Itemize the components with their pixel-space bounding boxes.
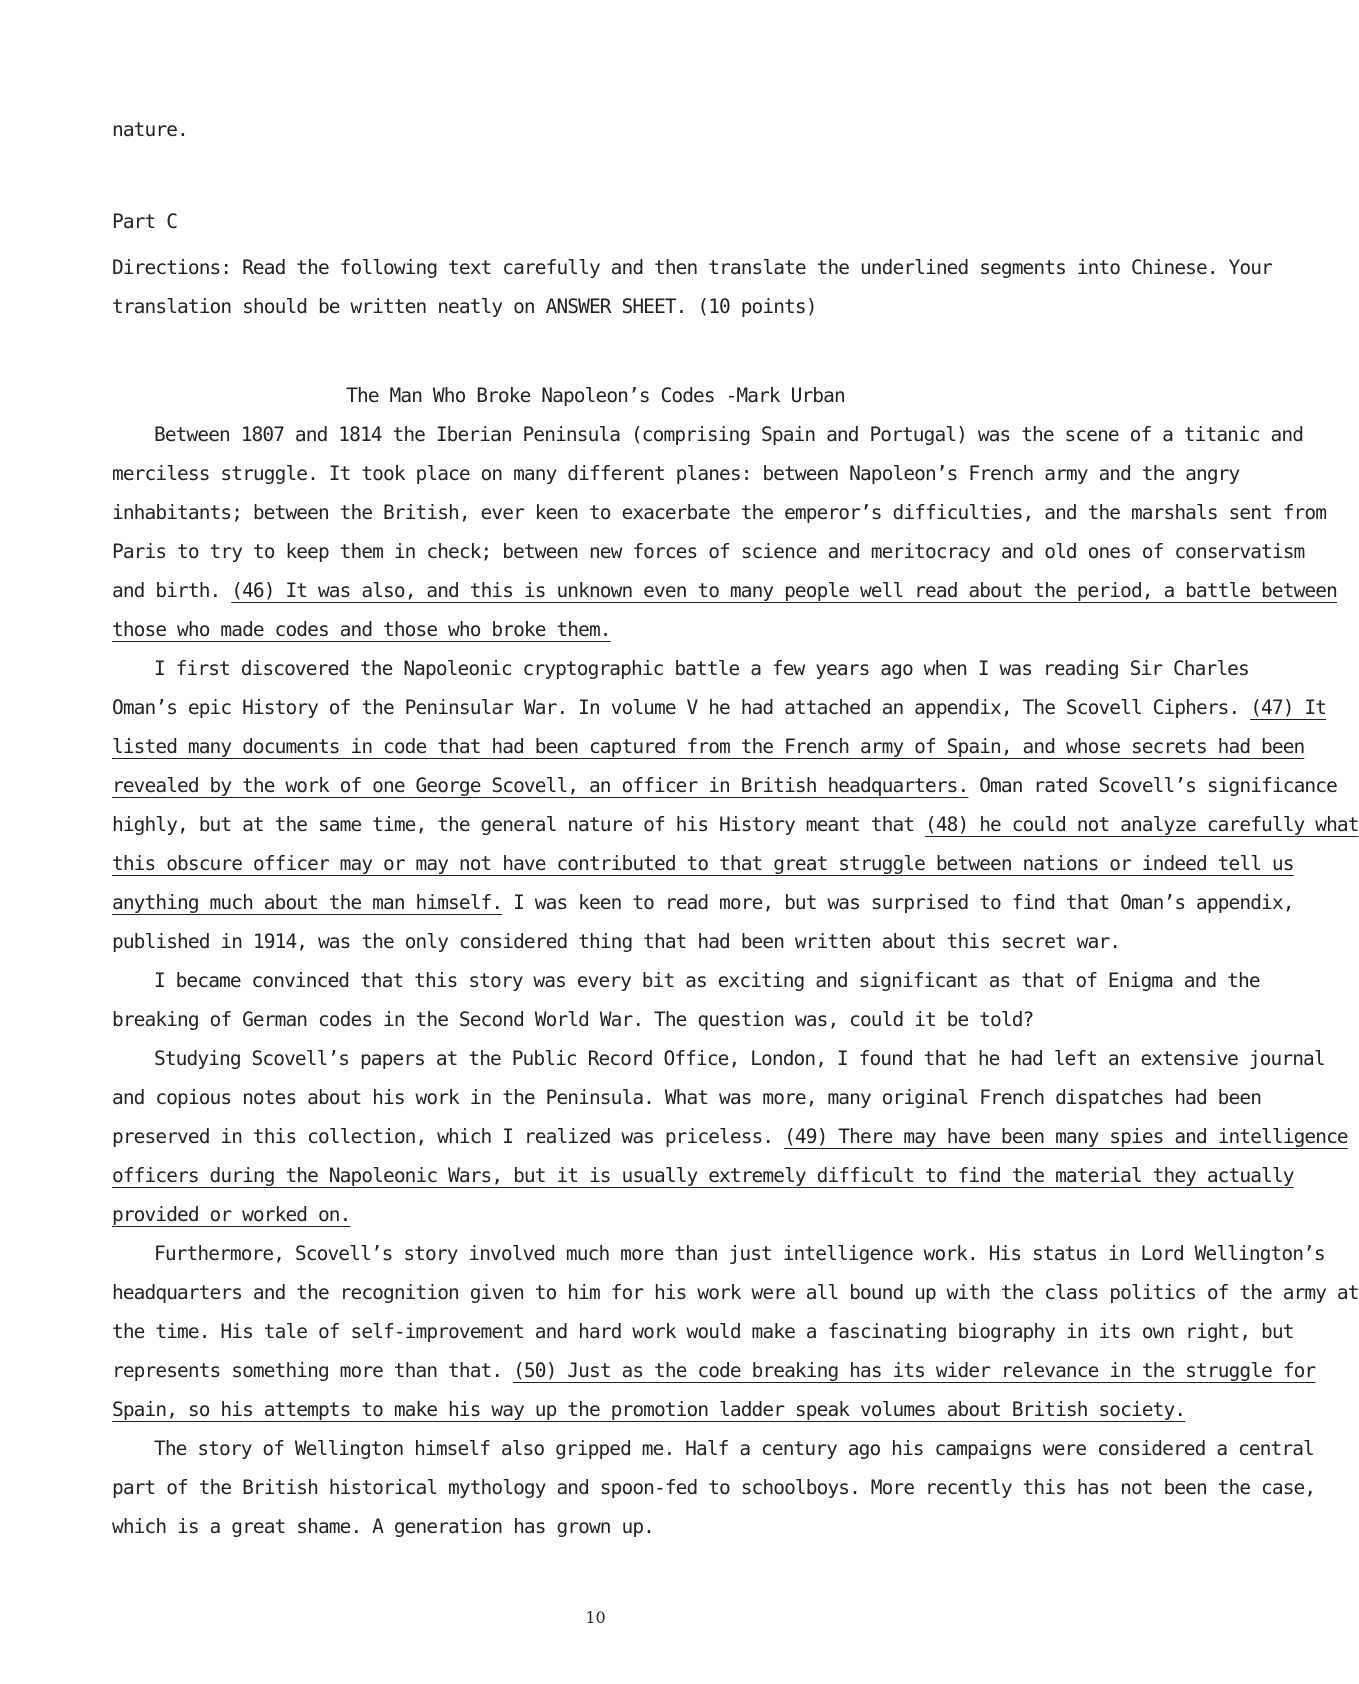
- text-segment: translation should be written neatly on ANSWER SHEET. (10 points): [112, 295, 817, 318]
- text-line: [154, 969, 1260, 993]
- text-segment: The story of Wellington himself also gripped me. Half a century ago his campaigns were considered a central: [154, 1437, 1314, 1460]
- text-segment: I was keen to read more, but was surprised to find that Oman’s appendix,: [502, 891, 1294, 914]
- text-line: [112, 579, 1337, 603]
- text-segment: Paris to try to keep them in check; between new forces of science and meritocracy and old ones of conservatism: [112, 540, 1305, 563]
- text-line: [112, 1281, 1359, 1305]
- underlined-segment: (46) It was also, and this is unknown even to many people well read about the period, a battle between: [231, 579, 1337, 602]
- text-line: [154, 1047, 1325, 1071]
- underlined-segment: anything much about the man himself.: [112, 891, 503, 914]
- text-line: [112, 930, 1120, 954]
- text-line: [112, 1164, 1294, 1188]
- text-segment: and copious notes about his work in the Peninsula. What was more, many original French dispatches had been: [112, 1086, 1262, 1109]
- page-number: 10: [585, 1608, 606, 1627]
- underlined-segment: revealed by the work of one George Scovell, an officer in British headquarters.: [112, 774, 969, 797]
- text-line: [112, 462, 1239, 486]
- text-line: [112, 813, 1359, 837]
- text-line: [112, 501, 1326, 525]
- text-line: [112, 1476, 1315, 1500]
- underlined-segment: Spain, so his attempts to make his way up the promotion ladder speak volumes about British society.: [112, 1398, 1186, 1421]
- text-line: [112, 1008, 1033, 1032]
- text-segment: and birth.: [112, 579, 232, 602]
- underlined-segment: provided or worked on.: [112, 1203, 351, 1226]
- text-line: [154, 1242, 1325, 1266]
- text-line: [112, 1359, 1315, 1383]
- underlined-segment: this obscure officer may or may not have contributed to that great struggle between nations or indeed tell us: [112, 852, 1294, 875]
- underlined-segment: (48) he could not analyze carefully what: [925, 813, 1359, 836]
- text-segment: published in 1914, was the only considered thing that had been written about this secret war.: [112, 930, 1121, 953]
- text-segment: represents something more than that.: [112, 1359, 514, 1382]
- text-line: [112, 1125, 1348, 1149]
- text-segment: Directions: Read the following text carefully and then translate the underlined segments into Chinese. Your: [112, 256, 1272, 279]
- text-line: [112, 891, 1294, 915]
- text-line: [112, 256, 1272, 280]
- text-line: [112, 210, 177, 234]
- text-segment: Between 1807 and 1814 the Iberian Peninsula (comprising Spain and Portugal) was the scene of a titanic and: [154, 423, 1304, 446]
- text-segment: I became convinced that this story was every bit as exciting and significant as that of Enigma and the: [154, 969, 1260, 992]
- text-segment: Furthermore, Scovell’s story involved much more than just intelligence work. His status in Lord Wellington’s: [154, 1242, 1325, 1265]
- underlined-segment: listed many documents in code that had been captured from the French army of Spain, and whose secrets had been: [112, 735, 1305, 758]
- text-line: [112, 735, 1304, 759]
- text-line: [112, 295, 817, 319]
- text-segment: highly, but at the same time, the general nature of his History meant that: [112, 813, 925, 836]
- text-segment: preserved in this collection, which I realized was priceless.: [112, 1125, 785, 1148]
- text-segment: headquarters and the recognition given to him for his work were all bound up with the class politics of the army at: [112, 1281, 1359, 1304]
- text-line: [112, 774, 1337, 798]
- text-line: [112, 118, 188, 142]
- underlined-segment: (49) There may have been many spies and intelligence: [784, 1125, 1348, 1148]
- text-line: [112, 852, 1294, 876]
- text-segment: breaking of German codes in the Second World War. The question was, could it be told?: [112, 1008, 1034, 1031]
- text-segment: Part C: [112, 210, 178, 233]
- text-segment: inhabitants; between the British, ever keen to exacerbate the emperor’s difficulties, and the marshals sent from: [112, 501, 1327, 524]
- text-segment: The Man Who Broke Napoleon’s Codes -Mark Urban: [346, 384, 845, 407]
- underlined-segment: (50) Just as the code breaking has its wider relevance in the struggle for: [513, 1359, 1316, 1382]
- text-line: [154, 423, 1303, 447]
- text-line: [112, 618, 611, 642]
- underlined-segment: (47) It: [1250, 696, 1327, 719]
- text-line: [112, 1086, 1261, 1110]
- underlined-segment: those who made codes and those who broke them.: [112, 618, 611, 641]
- text-line: [112, 1398, 1185, 1422]
- text-line: [112, 1515, 654, 1539]
- text-line: [154, 657, 1249, 681]
- text-segment: nature.: [112, 118, 188, 141]
- text-segment: Oman rated Scovell’s significance: [968, 774, 1337, 797]
- text-segment: I first discovered the Napoleonic cryptographic battle a few years ago when I was reading Sir Charles: [154, 657, 1249, 680]
- text-segment: Oman’s epic History of the Peninsular War. In volume V he had attached an appendix, The Scovell Ciphers.: [112, 696, 1251, 719]
- text-line: [112, 1320, 1294, 1344]
- text-line: [154, 1437, 1314, 1461]
- text-line: [112, 696, 1326, 720]
- text-segment: part of the British historical mythology and spoon-fed to schoolboys. More recently this has not been the case,: [112, 1476, 1316, 1499]
- text-line: [112, 540, 1304, 564]
- text-segment: which is a great shame. A generation has grown up.: [112, 1515, 654, 1538]
- text-segment: merciless struggle. It took place on many different planes: between Napoleon’s French army and the angry: [112, 462, 1240, 485]
- underlined-segment: officers during the Napoleonic Wars, but it is usually extremely difficult to find the material they actually: [112, 1164, 1294, 1187]
- text-line: [0, 384, 1191, 408]
- text-line: [112, 1203, 350, 1227]
- text-segment: the time. His tale of self-improvement and hard work would make a fascinating biography in its own right, but: [112, 1320, 1294, 1343]
- text-segment: Studying Scovell’s papers at the Public Record Office, London, I found that he had left an extensive journal: [154, 1047, 1325, 1070]
